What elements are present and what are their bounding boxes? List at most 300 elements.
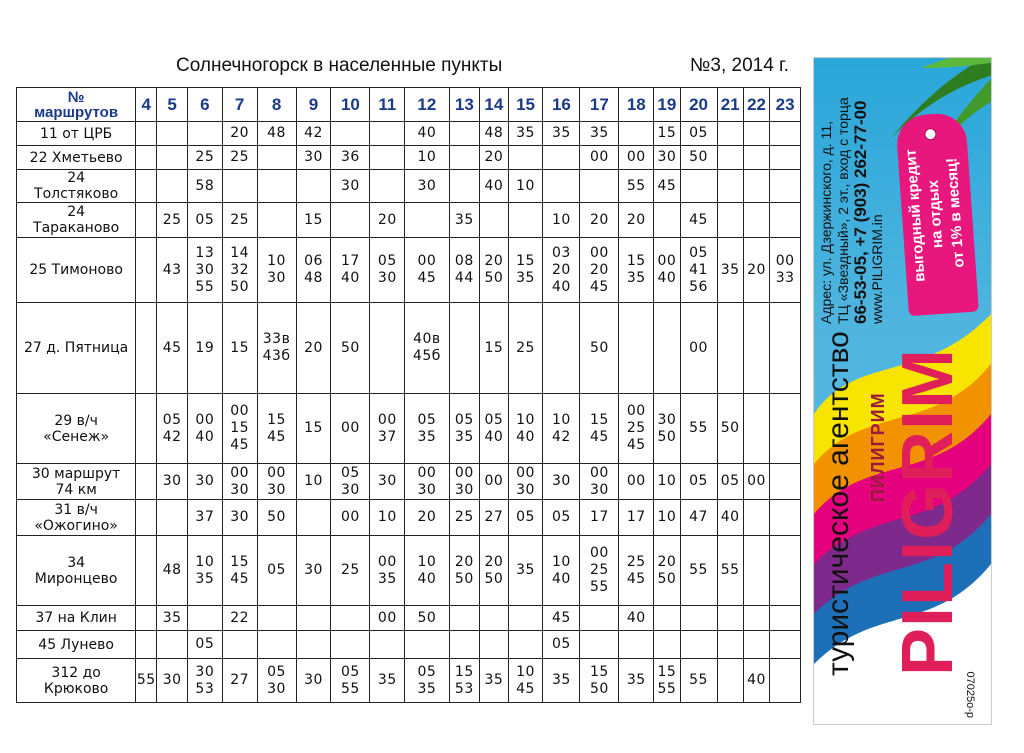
departure-minutes <box>370 146 405 170</box>
departure-minutes <box>508 203 543 238</box>
departure-minutes <box>136 203 157 238</box>
departure-minutes: 05 40 <box>480 394 508 464</box>
departure-minutes <box>136 536 157 606</box>
departure-minutes: 55 <box>619 170 654 203</box>
departure-minutes: 50 <box>580 303 619 394</box>
departure-minutes: 10 35 <box>187 536 222 606</box>
departure-minutes: 50 <box>680 146 717 170</box>
departure-minutes <box>370 122 405 146</box>
route-name: 29 в/ч «Сенеж» <box>17 394 136 464</box>
schedule-table <box>16 87 801 703</box>
departure-minutes: 25 <box>187 146 222 170</box>
departure-minutes <box>257 606 296 631</box>
agency-phone: 66-53-05, +7 (903) 262-77-00 <box>851 100 870 324</box>
departure-minutes: 00 20 45 <box>580 238 619 303</box>
departure-minutes: 15 <box>480 303 508 394</box>
departure-minutes <box>770 500 801 536</box>
departure-minutes <box>136 238 157 303</box>
departure-minutes <box>508 146 543 170</box>
departure-minutes: 05 <box>543 500 580 536</box>
table-row <box>17 631 801 659</box>
departure-minutes <box>136 606 157 631</box>
departure-minutes: 15 35 <box>508 238 543 303</box>
departure-minutes: 40в 45б <box>405 303 449 394</box>
departure-minutes: 00 30 <box>449 464 480 500</box>
departure-minutes: 00 <box>619 464 654 500</box>
departure-minutes: 20 <box>296 303 331 394</box>
departure-minutes: 00 25 45 <box>619 394 654 464</box>
departure-minutes: 00 15 45 <box>222 394 257 464</box>
ad-code: 07025о-р <box>964 671 976 718</box>
departure-minutes <box>743 631 769 659</box>
hour-header: 15 <box>508 88 543 122</box>
departure-minutes: 05 35 <box>405 659 449 703</box>
departure-minutes: 20 <box>405 500 449 536</box>
departure-minutes <box>770 146 801 170</box>
departure-minutes: 33в 43б <box>257 303 296 394</box>
departure-minutes: 10 <box>543 203 580 238</box>
departure-minutes <box>680 606 717 631</box>
hour-header: 20 <box>680 88 717 122</box>
agency-label: туристическое агентство <box>822 331 855 676</box>
departure-minutes: 35 <box>543 659 580 703</box>
departure-minutes <box>449 303 480 394</box>
departure-minutes: 20 <box>619 203 654 238</box>
departure-minutes <box>770 606 801 631</box>
hour-header: 18 <box>619 88 654 122</box>
departure-minutes <box>743 203 769 238</box>
departure-minutes <box>543 303 580 394</box>
departure-minutes: 43 <box>157 238 188 303</box>
hour-header: 22 <box>743 88 769 122</box>
departure-minutes <box>370 303 405 394</box>
departure-minutes: 50 <box>331 303 370 394</box>
departure-minutes: 05 35 <box>405 394 449 464</box>
departure-minutes: 06 48 <box>296 238 331 303</box>
departure-minutes <box>331 631 370 659</box>
departure-minutes <box>543 170 580 203</box>
departure-minutes <box>257 631 296 659</box>
route-name: 30 маршрут 74 км <box>17 464 136 500</box>
departure-minutes: 40 <box>717 500 743 536</box>
departure-minutes <box>654 631 680 659</box>
departure-minutes: 30 <box>157 659 188 703</box>
departure-minutes: 17 <box>580 500 619 536</box>
departure-minutes: 55 <box>680 659 717 703</box>
departure-minutes <box>743 303 769 394</box>
departure-minutes: 20 <box>480 146 508 170</box>
departure-minutes: 30 <box>296 146 331 170</box>
tag-line: от 1% в месяц! <box>943 157 968 269</box>
hour-header: 11 <box>370 88 405 122</box>
departure-minutes: 20 50 <box>449 536 480 606</box>
departure-minutes: 00 25 55 <box>580 536 619 606</box>
departure-minutes <box>743 394 769 464</box>
departure-minutes: 00 <box>331 500 370 536</box>
departure-minutes: 48 <box>480 122 508 146</box>
departure-minutes: 08 44 <box>449 238 480 303</box>
departure-minutes: 42 <box>296 122 331 146</box>
departure-minutes <box>257 203 296 238</box>
departure-minutes: 25 <box>508 303 543 394</box>
departure-minutes: 15 45 <box>222 536 257 606</box>
departure-minutes <box>480 631 508 659</box>
departure-minutes <box>296 606 331 631</box>
departure-minutes: 30 <box>187 464 222 500</box>
departure-minutes: 50 <box>717 394 743 464</box>
departure-minutes: 35 <box>449 203 480 238</box>
departure-minutes: 00 <box>331 394 370 464</box>
departure-minutes <box>743 606 769 631</box>
hour-header: 17 <box>580 88 619 122</box>
route-column-header <box>17 88 136 122</box>
route-name: 24 Тараканово <box>17 203 136 238</box>
departure-minutes <box>331 122 370 146</box>
departure-minutes: 00 35 <box>370 536 405 606</box>
agency-website: www.PILIGRIM.in <box>869 214 885 324</box>
hour-header: 23 <box>770 88 801 122</box>
departure-minutes <box>743 500 769 536</box>
departure-minutes <box>222 170 257 203</box>
departure-minutes: 27 <box>222 659 257 703</box>
departure-minutes: 35 <box>508 122 543 146</box>
departure-minutes: 05 <box>680 122 717 146</box>
departure-minutes: 35 <box>580 122 619 146</box>
departure-minutes: 10 40 <box>405 536 449 606</box>
route-name: 24 Толстяково <box>17 170 136 203</box>
credit-tag <box>895 112 979 316</box>
address-line: Адрес: ул. Дзержинского, д. 11, <box>818 121 834 324</box>
departure-minutes: 55 <box>680 536 717 606</box>
departure-minutes: 05 30 <box>331 464 370 500</box>
departure-minutes <box>717 170 743 203</box>
table-row <box>17 606 801 631</box>
departure-minutes <box>157 170 188 203</box>
departure-minutes: 05 <box>187 631 222 659</box>
route-name: 37 на Клин <box>17 606 136 631</box>
departure-minutes: 00 30 <box>508 464 543 500</box>
departure-minutes: 45 <box>543 606 580 631</box>
table-row <box>17 464 801 500</box>
departure-minutes: 00 <box>580 146 619 170</box>
hour-header: 8 <box>257 88 296 122</box>
departure-minutes: 30 <box>331 170 370 203</box>
departure-minutes <box>770 464 801 500</box>
schedule-body <box>17 122 801 703</box>
departure-minutes <box>717 303 743 394</box>
departure-minutes: 20 <box>580 203 619 238</box>
departure-minutes <box>136 631 157 659</box>
departure-minutes: 15 55 <box>654 659 680 703</box>
departure-minutes <box>370 631 405 659</box>
hour-header: 19 <box>654 88 680 122</box>
departure-minutes: 05 <box>717 464 743 500</box>
departure-minutes <box>136 170 157 203</box>
departure-minutes: 30 <box>654 146 680 170</box>
departure-minutes <box>449 170 480 203</box>
departure-minutes: 00 40 <box>187 394 222 464</box>
departure-minutes: 48 <box>257 122 296 146</box>
departure-minutes: 58 <box>187 170 222 203</box>
departure-minutes: 17 40 <box>331 238 370 303</box>
departure-minutes <box>619 303 654 394</box>
departure-minutes: 05 30 <box>257 659 296 703</box>
departure-minutes: 30 <box>405 170 449 203</box>
departure-minutes: 05 35 <box>449 394 480 464</box>
departure-minutes <box>680 170 717 203</box>
departure-minutes <box>480 203 508 238</box>
departure-minutes: 05 42 <box>157 394 188 464</box>
departure-minutes <box>257 170 296 203</box>
departure-minutes <box>257 146 296 170</box>
departure-minutes <box>136 394 157 464</box>
departure-minutes: 10 <box>296 464 331 500</box>
table-row <box>17 170 801 203</box>
departure-minutes: 25 <box>157 203 188 238</box>
table-row <box>17 203 801 238</box>
departure-minutes: 10 30 <box>257 238 296 303</box>
departure-minutes: 00 40 <box>654 238 680 303</box>
departure-minutes <box>619 122 654 146</box>
departure-minutes: 00 <box>680 303 717 394</box>
departure-minutes <box>449 122 480 146</box>
departure-minutes: 30 <box>296 536 331 606</box>
departure-minutes <box>480 606 508 631</box>
departure-minutes <box>157 500 188 536</box>
tag-line: на отдых <box>924 179 947 249</box>
hour-header: 4 <box>136 88 157 122</box>
departure-minutes: 35 <box>480 659 508 703</box>
departure-minutes: 35 <box>717 238 743 303</box>
table-row <box>17 394 801 464</box>
hour-header: 12 <box>405 88 449 122</box>
table-row <box>17 536 801 606</box>
departure-minutes: 55 <box>136 659 157 703</box>
departure-minutes <box>717 659 743 703</box>
departure-minutes: 15 53 <box>449 659 480 703</box>
header-row <box>17 88 801 122</box>
departure-minutes <box>157 122 188 146</box>
departure-minutes: 19 <box>187 303 222 394</box>
departure-minutes: 47 <box>680 500 717 536</box>
hour-header: 6 <box>187 88 222 122</box>
departure-minutes: 10 <box>654 464 680 500</box>
departure-minutes <box>449 606 480 631</box>
departure-minutes <box>296 170 331 203</box>
route-header-number: № <box>67 88 85 106</box>
departure-minutes: 30 50 <box>654 394 680 464</box>
hour-header: 14 <box>480 88 508 122</box>
departure-minutes <box>580 606 619 631</box>
table-row <box>17 500 801 536</box>
departure-minutes: 30 <box>157 464 188 500</box>
departure-minutes: 14 32 50 <box>222 238 257 303</box>
departure-minutes: 25 <box>449 500 480 536</box>
departure-minutes: 10 42 <box>543 394 580 464</box>
route-name: 11 от ЦРБ <box>17 122 136 146</box>
departure-minutes: 00 <box>743 464 769 500</box>
departure-minutes <box>743 146 769 170</box>
departure-minutes <box>543 146 580 170</box>
departure-minutes: 15 45 <box>257 394 296 464</box>
departure-minutes <box>654 203 680 238</box>
departure-minutes: 55 <box>680 394 717 464</box>
departure-minutes <box>222 631 257 659</box>
address-line-2: ТЦ «Звездный», 2 эт., вход с торца <box>835 97 851 324</box>
departure-minutes: 30 <box>370 464 405 500</box>
departure-minutes: 17 <box>619 500 654 536</box>
departure-minutes: 00 30 <box>405 464 449 500</box>
departure-minutes: 15 35 <box>619 238 654 303</box>
route-name: 31 в/ч «Ожогино» <box>17 500 136 536</box>
route-header-label: маршрутов <box>34 103 119 121</box>
table-row <box>17 146 801 170</box>
departure-minutes: 00 30 <box>580 464 619 500</box>
departure-minutes: 25 <box>222 146 257 170</box>
departure-minutes <box>770 303 801 394</box>
departure-minutes: 15 45 <box>580 394 619 464</box>
advertisement-banner <box>813 57 992 725</box>
hour-header: 21 <box>717 88 743 122</box>
departure-minutes <box>770 394 801 464</box>
departure-minutes <box>770 203 801 238</box>
departure-minutes <box>743 536 769 606</box>
page-title: Солнечногорск в населенные пункты <box>176 55 503 76</box>
departure-minutes <box>449 146 480 170</box>
departure-minutes: 00 <box>619 146 654 170</box>
departure-minutes <box>136 303 157 394</box>
brand-logo-ru: ПИЛИГРИМ <box>868 392 888 502</box>
departure-minutes <box>717 203 743 238</box>
departure-minutes: 35 <box>370 659 405 703</box>
hour-header: 13 <box>449 88 480 122</box>
departure-minutes: 03 20 40 <box>543 238 580 303</box>
departure-minutes: 15 50 <box>580 659 619 703</box>
departure-minutes: 10 <box>508 170 543 203</box>
departure-minutes: 25 <box>331 536 370 606</box>
departure-minutes: 05 <box>543 631 580 659</box>
departure-minutes <box>187 606 222 631</box>
route-name: 27 д. Пятница <box>17 303 136 394</box>
table-row <box>17 303 801 394</box>
departure-minutes <box>157 146 188 170</box>
departure-minutes <box>157 631 188 659</box>
departure-minutes: 30 <box>296 659 331 703</box>
departure-minutes: 35 <box>508 536 543 606</box>
hour-header: 10 <box>331 88 370 122</box>
departure-minutes: 36 <box>331 146 370 170</box>
departure-minutes: 05 <box>508 500 543 536</box>
departure-minutes: 30 <box>222 500 257 536</box>
departure-minutes: 15 <box>296 203 331 238</box>
table-row <box>17 238 801 303</box>
departure-minutes: 40 <box>743 659 769 703</box>
departure-minutes: 50 <box>405 606 449 631</box>
departure-minutes: 10 <box>370 500 405 536</box>
departure-minutes <box>187 122 222 146</box>
departure-minutes: 00 <box>480 464 508 500</box>
departure-minutes <box>331 203 370 238</box>
departure-minutes <box>449 631 480 659</box>
departure-minutes: 15 <box>654 122 680 146</box>
departure-minutes <box>136 122 157 146</box>
departure-minutes: 45 <box>157 303 188 394</box>
agency-address <box>818 64 886 324</box>
departure-minutes: 20 <box>222 122 257 146</box>
departure-minutes: 50 <box>257 500 296 536</box>
hour-header: 9 <box>296 88 331 122</box>
departure-minutes: 05 30 <box>370 238 405 303</box>
route-name: 45 Лунево <box>17 631 136 659</box>
departure-minutes: 05 55 <box>331 659 370 703</box>
hour-header: 7 <box>222 88 257 122</box>
hour-header: 5 <box>157 88 188 122</box>
departure-minutes: 48 <box>157 536 188 606</box>
departure-minutes <box>136 464 157 500</box>
route-name: 25 Тимоново <box>17 238 136 303</box>
departure-minutes <box>508 606 543 631</box>
departure-minutes: 40 <box>480 170 508 203</box>
departure-minutes <box>717 606 743 631</box>
departure-minutes <box>717 122 743 146</box>
departure-minutes: 00 30 <box>222 464 257 500</box>
departure-minutes: 25 <box>222 203 257 238</box>
departure-minutes: 45 <box>654 170 680 203</box>
brand-logo: PILIGRIM <box>888 348 968 676</box>
departure-minutes: 45 <box>680 203 717 238</box>
departure-minutes: 05 <box>187 203 222 238</box>
departure-minutes: 35 <box>157 606 188 631</box>
advertisement-content <box>814 58 991 724</box>
departure-minutes <box>680 631 717 659</box>
departure-minutes <box>743 122 769 146</box>
hour-header: 16 <box>543 88 580 122</box>
departure-minutes: 05 <box>680 464 717 500</box>
tag-line: выгодный кредит <box>902 148 929 283</box>
departure-minutes <box>405 203 449 238</box>
departure-minutes: 15 <box>222 303 257 394</box>
departure-minutes: 20 50 <box>654 536 680 606</box>
departure-minutes: 20 <box>743 238 769 303</box>
departure-minutes <box>296 631 331 659</box>
departure-minutes: 10 40 <box>508 394 543 464</box>
departure-minutes <box>770 122 801 146</box>
departure-minutes: 10 <box>654 500 680 536</box>
departure-minutes: 25 45 <box>619 536 654 606</box>
issue-label: №3, 2014 г. <box>690 55 789 76</box>
departure-minutes: 27 <box>480 500 508 536</box>
departure-minutes <box>331 606 370 631</box>
departure-minutes: 00 33 <box>770 238 801 303</box>
departure-minutes <box>405 631 449 659</box>
departure-minutes: 22 <box>222 606 257 631</box>
departure-minutes: 10 <box>405 146 449 170</box>
departure-minutes: 10 40 <box>543 536 580 606</box>
departure-minutes <box>296 500 331 536</box>
departure-minutes: 00 <box>370 606 405 631</box>
departure-minutes: 35 <box>619 659 654 703</box>
departure-minutes <box>770 536 801 606</box>
departure-minutes: 05 41 56 <box>680 238 717 303</box>
departure-minutes: 00 45 <box>405 238 449 303</box>
departure-minutes <box>654 606 680 631</box>
departure-minutes: 40 <box>619 606 654 631</box>
departure-minutes: 05 <box>257 536 296 606</box>
departure-minutes: 20 <box>370 203 405 238</box>
departure-minutes <box>770 659 801 703</box>
route-name: 34 Миронцево <box>17 536 136 606</box>
departure-minutes <box>136 500 157 536</box>
